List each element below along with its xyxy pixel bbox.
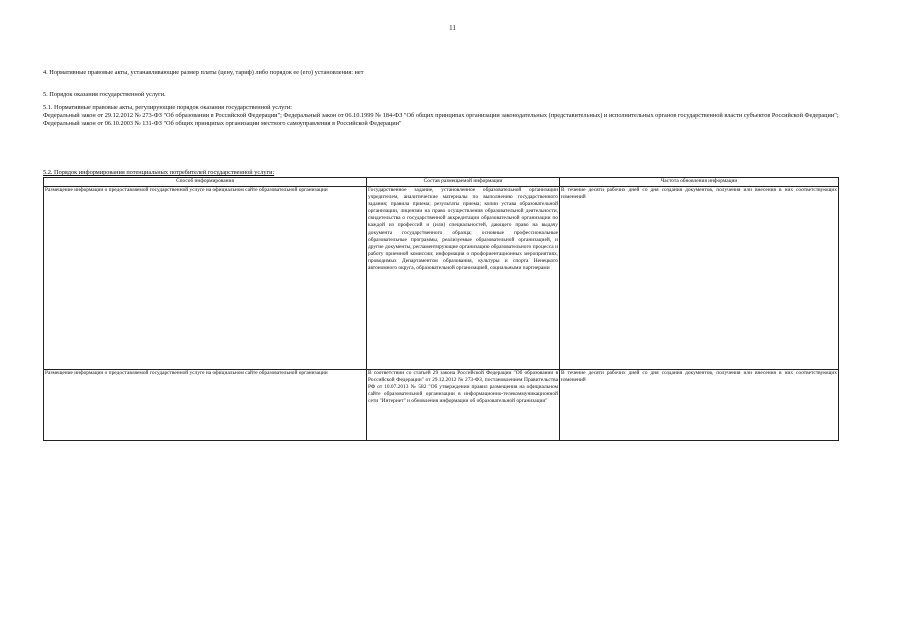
section-5-1-title: 5.1. Нормативные правовые акты, регулирующие порядок оказания государственной услуги:: [43, 104, 293, 111]
table-row: [44, 187, 839, 370]
cell-content: В соответствии со статьей 29 закона Российской Федерации "Об образовании в Российской Федерации" от 29.12.2012 № 273-ФЗ, постановлением Правительства РФ от 10.07.2013 № 582 "Об утверждении правил размещения на официальном сайте образовательной организации в информационно-телекоммуникационной сети "Интернет" и обновления информации об образовательной организации": [367, 370, 560, 441]
header-content: Состав размещаемой информации: [367, 178, 560, 187]
cell-method: Размещение информации о предоставляемой государственной услуге на официальном сайте образовательной организации: [44, 370, 367, 441]
information-table: [43, 177, 839, 441]
table-row: [44, 370, 839, 441]
header-frequency: Частота обновления информации: [560, 178, 839, 187]
cell-frequency: В течение десяти рабочих дней со дня создания документов, получения или внесения в них соответствующих изменений: [560, 370, 839, 441]
cell-content: Государственное задание, установленное образовательной организации учредителем, аналитические материалы по выполнению государственного задания; правила приема; результаты приема; копии устава образовательной организации, лицензии на право осуществления образовательной деятельности, свидетельства о государственной аккредитации образовательной организации по каждой из профессий и (или) специальностей, дающего право на выдачу документа государственного образца; основные профессиональные образовательные программы, реализуемые образовательной организацией, и другие документы, регламентирующие организацию образовательного процесса и работу приемной комиссии; информация о профориентационных мероприятиях, проводимых Департаментом образования, культуры и спорта Ненецкого автономного округа, образовательной организацией, социальными партнерами: [367, 187, 560, 370]
cell-frequency: В течение десяти рабочих дней со дня создания документов, получения или внесения в них соответствующих изменений: [560, 187, 839, 370]
table-header-row: [44, 178, 839, 187]
section-4-text: 4. Нормативные правовые акты, устанавливающие размер платы (цену, тариф) либо порядок ее (его) установления: нет: [43, 69, 364, 76]
section-5-1-body: Федеральный закон от 29.12.2012 № 273-ФЗ "Об образовании в Российской Федерации"; Федеральный закон от 06.10.1999 № 184-ФЗ "Об общих принципах организации законодательных (представительных) и исполнительных органов государственной власти субъектов Российской Федерации"; Федеральный закон от 06.10.2003 № 131-ФЗ "Об общих принципах организации местного самоуправления в Российской Федерации": [43, 112, 839, 127]
page-number: 11: [449, 24, 456, 32]
section-5-title: 5. Порядок оказания государственной услуги.: [43, 91, 166, 98]
header-method: Способ информирования: [44, 178, 367, 187]
section-5-2-title: 5.2. Порядок информирования потенциальных потребителей государственной услуги:: [43, 169, 275, 176]
cell-method: Размещение информации о предоставляемой государственной услуге на официальном сайте образовательной организации: [44, 187, 367, 370]
